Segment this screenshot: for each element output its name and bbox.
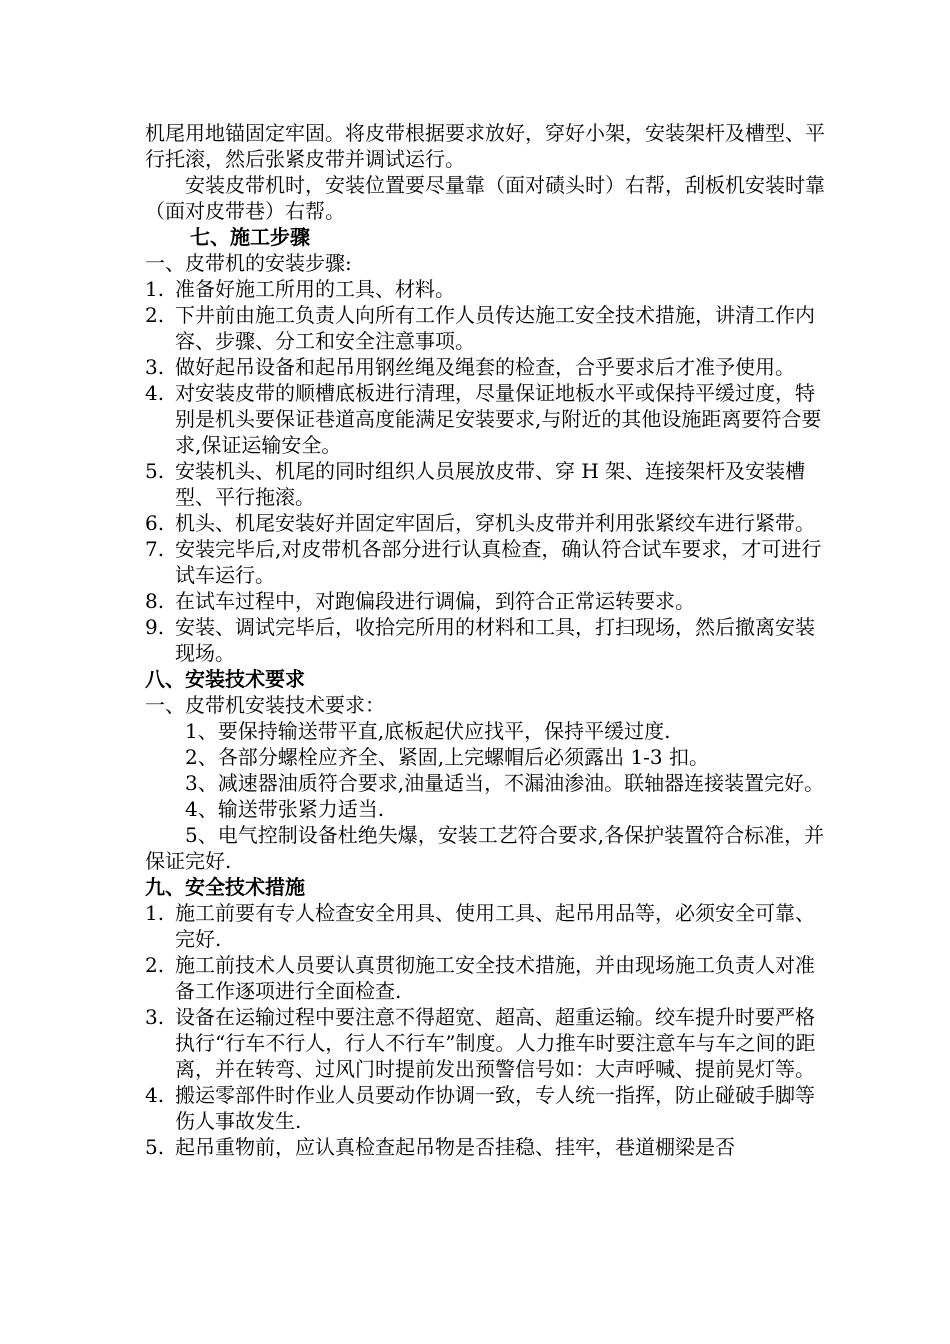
requirement-item: 2、各部分螺栓应齐全、紧固,上完螺帽后必须露出 1-3 扣。 [185,745,710,769]
requirement-item: 4、输送带张紧力适当. [185,797,385,821]
list-item-text: 安装完毕后,对皮带机各部分进行认真检查，确认符合试车要求，才可进行试车运行。 [175,537,822,587]
list-item [145,458,827,510]
section-9-title: 九、安全技术措施 [145,875,305,899]
list-item-text: 在试车过程中，对跑偏段进行调偏，到符合正常运转要求。 [175,589,695,613]
section-7-subtitle: 一、皮带机的安装步骤: [145,251,352,275]
list-item-number: 5. [145,1135,165,1159]
list-item-text: 下井前由施工负责人向所有工作人员传达施工安全技术措施，讲清工作内容、步骤、分工和安全注意事项。 [175,303,815,353]
list-item-text: 施工前要有专人检查安全用具、使用工具、起吊用品等，必须安全可靠、完好. [175,901,815,951]
list-item-text: 施工前技术人员要认真贯彻施工安全技术措施，并由现场施工负责人对准备工作逐项进行全面检查. [175,953,815,1003]
list-item-number: 1. [145,277,165,301]
list-item-number: 6. [145,511,165,535]
list-item-number: 2. [145,953,165,977]
list-item [145,380,827,458]
section-9-list [145,900,827,1160]
list-item [145,510,827,536]
list-item-text: 安装、调试完毕后，收拾完所用的材料和工具，打扫现场，然后撤离安装现场。 [175,615,815,665]
list-item-number: 7. [145,537,165,561]
list-item-text: 安装机头、机尾的同时组织人员展放皮带、穿 H 架、连接架杆及安装槽型、平行拖滚。 [175,459,806,509]
list-item-number: 3. [145,1005,165,1029]
list-item [145,1004,827,1082]
section-7-list [145,276,827,666]
list-item [145,276,827,302]
list-item-text: 起吊重物前，应认真检查起吊物是否挂稳、挂牢，巷道棚梁是否 [175,1135,735,1159]
list-item-text: 对安装皮带的顺槽底板进行清理，尽量保证地板水平或保持平缓过度，特别是机头要保证巷道高度能满足安装要求,与附近的其他设施距离要符合要求,保证运输安全。 [175,381,822,457]
section-8-title: 八、安装技术要求 [145,667,305,691]
list-item [145,588,827,614]
section-8-list [145,718,827,874]
list-item [145,900,827,952]
section-8-subtitle: 一、皮带机安装技术要求： [145,693,385,717]
list-item [145,302,827,354]
list-item-text: 机头、机尾安装好并固定牢固后，穿机头皮带并利用张紧绞车进行紧带。 [175,511,815,535]
list-item [145,1082,827,1134]
list-item-text: 搬运零部件时作业人员要动作协调一致，专人统一指挥，防止碰破手脚等伤人事故发生. [175,1083,815,1133]
list-item [145,952,827,1004]
list-item-number: 4. [145,1083,165,1107]
list-item-number: 8. [145,589,165,613]
list-item-number: 1. [145,901,165,925]
section-7-title: 七、施工步骤 [190,225,310,249]
list-item [145,1134,827,1160]
list-item-number: 2. [145,303,165,327]
requirement-item: 1、要保持输送带平直,底板起伏应找平，保持平缓过度. [185,719,671,743]
list-item-number: 9. [145,615,165,639]
document-body [145,120,827,1160]
list-item [145,536,827,588]
list-item-number: 5. [145,459,165,483]
list-item-number: 3. [145,355,165,379]
list-item [145,354,827,380]
list-item [145,614,827,666]
list-item-text: 准备好施工所用的工具、材料。 [175,277,455,301]
requirement-item: 5、电气控制设备杜绝失爆，安装工艺符合要求,各保护装置符合标准，并保证完好. [145,823,825,873]
list-item-text: 做好起吊设备和起吊用钢丝绳及绳套的检查，合乎要求后才准予使用。 [175,355,795,379]
requirement-item: 3、减速器油质符合要求,油量适当，不漏油渗油。联轴器连接装置完好。 [185,771,825,795]
list-item-text: 设备在运输过程中要注意不得超宽、超高、超重运输。绞车提升时要严格执行“行车不行人，行人不行车”制度。人力推车时要注意车与车之间的距离，并在转弯、过风门时提前发出预警信号如：大声呼喊、提前晃灯等。 [175,1005,816,1081]
list-item-number: 4. [145,381,165,405]
intro-paragraph-1: 机尾用地锚固定牢固。将皮带根据要求放好，穿好小架，安装架杆及槽型、平行托滚，然后张紧皮带并调试运行。 [145,121,825,171]
intro-paragraph-2: 安装皮带机时，安装位置要尽量靠（面对碛头时）右帮，刮板机安装时靠（面对皮带巷）右帮。 [145,173,825,223]
